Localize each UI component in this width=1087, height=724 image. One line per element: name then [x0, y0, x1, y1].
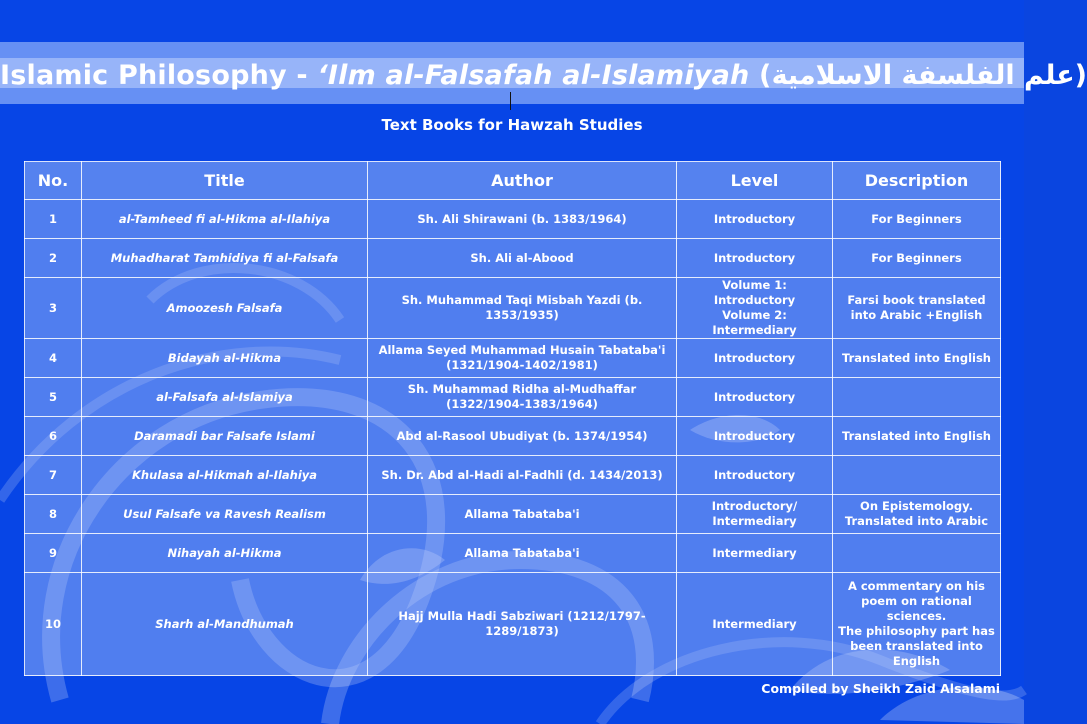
cell-level: Introductory/ Intermediary: [677, 495, 833, 534]
header-no: No.: [25, 162, 82, 200]
cell-level: Intermediary: [677, 573, 833, 676]
cell-title: Amoozesh Falsafa: [82, 278, 368, 339]
table-row: [25, 378, 1001, 417]
cell-no: 5: [25, 378, 82, 417]
cell-title: al-Tamheed fi al-Hikma al-Ilahiya: [82, 200, 368, 239]
cell-no: 4: [25, 339, 82, 378]
cell-no: 3: [25, 278, 82, 339]
cell-author: Allama Tabataba'i: [368, 534, 677, 573]
table-row: [25, 339, 1001, 378]
table-row: [25, 534, 1001, 573]
page-subtitle: Text Books for Hawzah Studies: [381, 116, 643, 134]
cell-description: A commentary on his poem on rational sciences. The philosophy part has been translated into English: [833, 573, 1001, 676]
cell-description: [833, 378, 1001, 417]
cell-author: Sh. Muhammad Ridha al-Mudhaffar (1322/1904-1383/1964): [368, 378, 677, 417]
cell-author: Hajj Mulla Hadi Sabziwari (1212/1797-1289/1873): [368, 573, 677, 676]
cell-title: Nihayah al-Hikma: [82, 534, 368, 573]
cell-title: Bidayah al-Hikma: [82, 339, 368, 378]
cell-title: Muhadharat Tamhidiya fi al-Falsafa: [82, 239, 368, 278]
cell-level: Introductory: [677, 339, 833, 378]
table-row: [25, 200, 1001, 239]
cursor-mark: [510, 92, 511, 110]
cell-level: Introductory: [677, 378, 833, 417]
cell-title: Daramadi bar Falsafe Islami: [82, 417, 368, 456]
table-row: [25, 456, 1001, 495]
cell-description: Translated into English: [833, 339, 1001, 378]
table-row: [25, 573, 1001, 676]
cell-author: Abd al-Rasool Ubudiyat (b. 1374/1954): [368, 417, 677, 456]
cell-level: Introductory: [677, 456, 833, 495]
cell-level: Introductory: [677, 417, 833, 456]
header-level: Level: [677, 162, 833, 200]
cell-description: [833, 456, 1001, 495]
cell-description: For Beginners: [833, 200, 1001, 239]
cell-author: Sh. Ali al-Abood: [368, 239, 677, 278]
cell-title: al-Falsafa al-Islamiya: [82, 378, 368, 417]
cell-description: Farsi book translated into Arabic +English: [833, 278, 1001, 339]
cell-author: Allama Seyed Muhammad Husain Tabataba'i (1321/1904-1402/1981): [368, 339, 677, 378]
cell-author: Allama Tabataba'i: [368, 495, 677, 534]
cell-no: 6: [25, 417, 82, 456]
cell-author: Sh. Muhammad Taqi Misbah Yazdi (b. 1353/1935): [368, 278, 677, 339]
cell-description: Translated into English: [833, 417, 1001, 456]
cell-title: Usul Falsafe va Ravesh Realism: [82, 495, 368, 534]
table-row: [25, 495, 1001, 534]
cell-no: 1: [25, 200, 82, 239]
table-header-row: [25, 162, 1001, 200]
table-row: [25, 278, 1001, 339]
cell-no: 7: [25, 456, 82, 495]
cell-level: Introductory: [677, 200, 833, 239]
header-description: Description: [833, 162, 1001, 200]
header-author: Author: [368, 162, 677, 200]
cell-no: 2: [25, 239, 82, 278]
cell-no: 8: [25, 495, 82, 534]
compiler-credit: Compiled by Sheikh Zaid Alsalami: [761, 681, 1000, 696]
title-transliteration: ‘Ilm al-Falsafah al-Islamiyah: [317, 60, 750, 91]
cell-no: 10: [25, 573, 82, 676]
cell-level: Intermediary: [677, 534, 833, 573]
page-title: [0, 60, 1087, 91]
table-row: [25, 239, 1001, 278]
cell-author: Sh. Dr. Abd al-Hadi al-Fadhli (d. 1434/2013): [368, 456, 677, 495]
textbooks-table: [24, 161, 1001, 676]
title-arabic: (علم الفلسفة الاسلامية): [749, 60, 1087, 91]
cell-description: On Epistemology. Translated into Arabic: [833, 495, 1001, 534]
cell-description: For Beginners: [833, 239, 1001, 278]
cell-level: Introductory: [677, 239, 833, 278]
cell-level: Volume 1: Introductory Volume 2: Intermediary: [677, 278, 833, 339]
cell-description: [833, 534, 1001, 573]
header-title: Title: [82, 162, 368, 200]
cell-title: Sharh al-Mandhumah: [82, 573, 368, 676]
cell-no: 9: [25, 534, 82, 573]
cell-author: Sh. Ali Shirawani (b. 1383/1964): [368, 200, 677, 239]
title-english: Islamic Philosophy -: [0, 60, 318, 91]
table-row: [25, 417, 1001, 456]
cell-title: Khulasa al-Hikmah al-Ilahiya: [82, 456, 368, 495]
